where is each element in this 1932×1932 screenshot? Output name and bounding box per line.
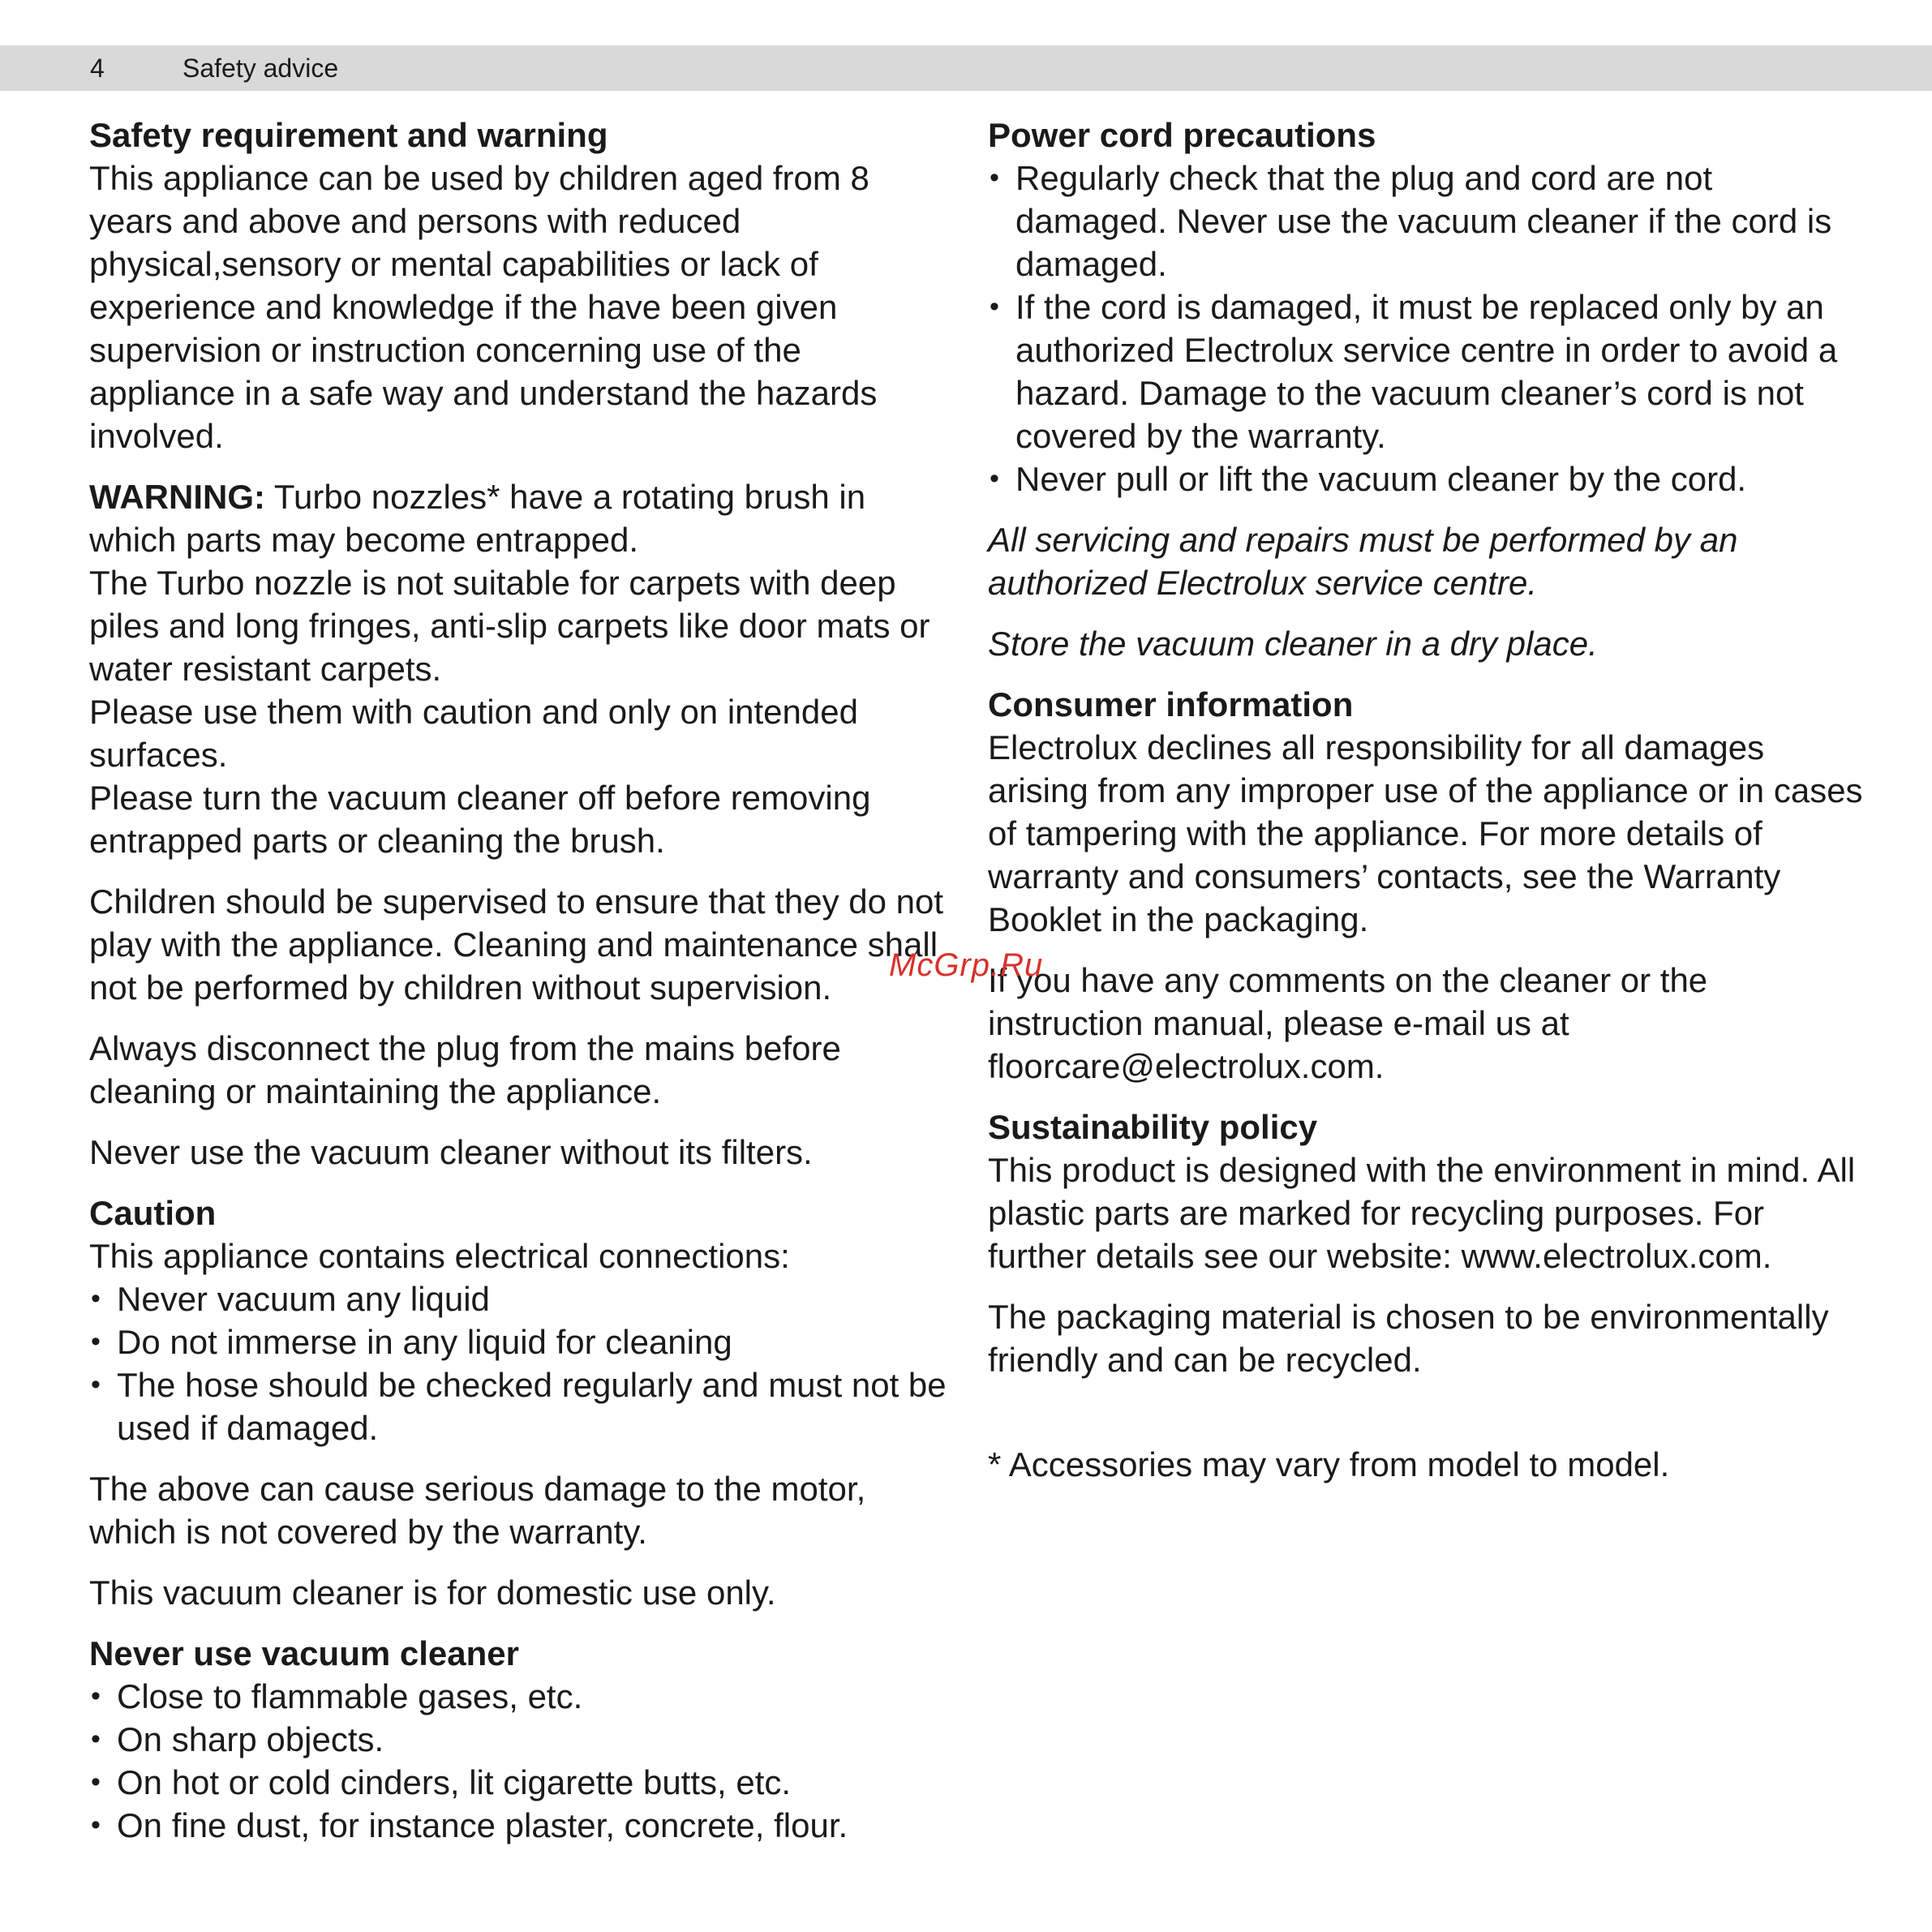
safety-heading: Safety requirement and warning xyxy=(89,116,608,154)
disconnect-text: Always disconnect the plug from the mains before cleaning or maintaining the appliance. xyxy=(89,1029,841,1110)
list-item: • Close to flammable gases, etc. xyxy=(89,1675,949,1718)
watermark: McGrp.Ru xyxy=(889,947,1044,983)
power-cord-list xyxy=(988,157,1864,500)
consumer-text: Electrolux declines all responsibility for all damages arising from any improper use of the appliance or in cases of tampering with the appliance. For more details of warranty and consumers’ contacts, see the Warranty Booklet in the packaging. xyxy=(988,728,1863,938)
consumer-heading: Consumer information xyxy=(988,685,1354,723)
footnote: * Accessories may vary from model to model. xyxy=(988,1445,1670,1483)
list-item: • Do not immerse in any liquid for cleaning xyxy=(89,1320,949,1363)
list-item: • If the cord is damaged, it must be replaced only by an authorized Electrolux service centre in order to avoid a hazard. Damage to the vacuum cleaner’s cord is not covered by the warranty. xyxy=(988,286,1864,457)
caution-list xyxy=(89,1277,949,1449)
list-item: • Never vacuum any liquid xyxy=(89,1277,949,1320)
children-text: Children should be supervised to ensure that they do not play with the appliance. Cleaning and maintenance shall not be performed by children without supervision. xyxy=(89,882,944,1007)
section-title: Safety advice xyxy=(182,54,339,83)
comments-text: If you have any comments on the cleaner or the instruction manual, please e-mail us at floorcare@electrolux.com. xyxy=(988,961,1708,1085)
never-use-heading: Never use vacuum cleaner xyxy=(89,1634,519,1672)
left-column xyxy=(89,114,949,1865)
page-number: 4 xyxy=(90,54,105,83)
spacer xyxy=(988,1399,1864,1443)
filters-text: Never use the vacuum cleaner without its filters. xyxy=(89,1133,813,1171)
sustainability-heading: Sustainability policy xyxy=(988,1108,1318,1146)
never-use-list xyxy=(89,1675,949,1847)
caution-heading: Caution xyxy=(89,1194,217,1232)
domestic-text: This vacuum cleaner is for domestic use only. xyxy=(89,1574,776,1612)
turn-off-text: Please turn the vacuum cleaner off before removing entrapped parts or cleaning the brush. xyxy=(89,779,871,860)
sustainability-text: This product is designed with the environment in mind. All plastic parts are marked for recycling purposes. For further details see our website: www.electrolux.com. xyxy=(988,1151,1856,1275)
warning-label: WARNING: xyxy=(89,478,265,516)
warning-paragraph xyxy=(89,475,949,561)
right-column xyxy=(988,114,1864,1504)
turbo-nozzle-text: The Turbo nozzle is not suitable for carpets with deep piles and long fringes, anti-slip carpets like door mats or water resistant carpets. xyxy=(89,564,930,688)
damage-text: The above can cause serious damage to the motor, which is not covered by the warranty. xyxy=(89,1470,866,1551)
packaging-text: The packaging material is chosen to be environmentally friendly and can be recycled. xyxy=(988,1298,1829,1379)
list-item: • On hot or cold cinders, lit cigarette butts, etc. xyxy=(89,1761,949,1804)
list-item: • The hose should be checked regularly and must not be used if damaged. xyxy=(89,1363,949,1449)
list-item: • Regularly check that the plug and cord are not damaged. Never use the vacuum cleaner if the cord is damaged. xyxy=(988,157,1864,286)
safety-text: This appliance can be used by children aged from 8 years and above and persons with reduced physical,sensory or mental capabilities or lack of experience and knowledge if the have been given supervision or instruction concerning use of the appliance in a safe way and understand the hazards involved. xyxy=(89,159,878,455)
caution-use-text: Please use them with caution and only on intended surfaces. xyxy=(89,693,858,774)
warning-text: Turbo nozzles* have a rotating brush in which parts may become entrapped. xyxy=(89,478,866,559)
list-item: • Never pull or lift the vacuum cleaner by the cord. xyxy=(988,457,1864,500)
caution-intro: This appliance contains electrical connections: xyxy=(89,1237,790,1275)
list-item: • On sharp objects. xyxy=(89,1718,949,1761)
store-text: Store the vacuum cleaner in a dry place. xyxy=(988,625,1598,663)
list-item: • On fine dust, for instance plaster, concrete, flour. xyxy=(89,1804,949,1847)
power-cord-heading: Power cord precautions xyxy=(988,116,1376,154)
servicing-text: All servicing and repairs must be performed by an authorized Electrolux service centre. xyxy=(988,521,1738,602)
